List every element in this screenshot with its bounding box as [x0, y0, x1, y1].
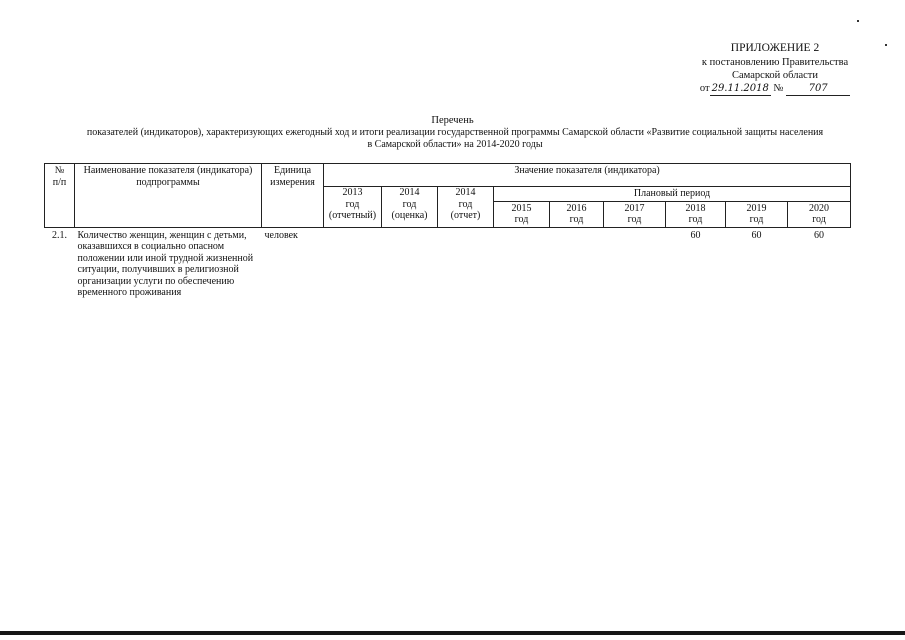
header-unit: Единица измерения: [262, 164, 324, 228]
handwritten-date: 29.11.2018: [711, 83, 769, 94]
appendix-line-2: Самарской области: [732, 70, 818, 81]
year-label: год (оценка): [391, 198, 428, 221]
year-label: год: [812, 214, 826, 225]
row-value-2015: [494, 227, 550, 299]
year-label: год: [749, 214, 764, 225]
row-indicator-name: Количество женщин, женщин с детьми, оказавшихся в социально опасном положении или иной трудной жизненной ситуации, получивших в религиозной организации услуги по обеспечению временного проживания: [77, 229, 254, 298]
header-year-2013: [324, 187, 382, 228]
header-row-1: [45, 164, 851, 187]
list-title: Перечень: [431, 115, 474, 126]
header-year-2018: [666, 201, 726, 227]
year-number: 2018: [685, 202, 706, 214]
list-subtitle-line-2: в Самарской области» на 2014-2020 годы: [367, 139, 543, 150]
row-value-2020: 60: [814, 229, 825, 241]
row-value-2017: [604, 227, 666, 299]
year-label: год: [569, 214, 584, 225]
year-number: 2019: [746, 202, 767, 214]
row-value-2014-report: [438, 227, 494, 299]
header-value-group: Значение показателя (индикатора): [324, 164, 851, 187]
header-year-2020: [788, 201, 851, 227]
year-number: 2017: [624, 202, 645, 214]
header-year-2017: [604, 201, 666, 227]
year-label: год: [627, 214, 642, 225]
year-label: год: [514, 214, 529, 225]
list-subtitle: [40, 127, 870, 151]
header-name: Наименование показателя (индикатора) подпрограммы: [75, 164, 262, 228]
year-label: год (отчет): [450, 198, 481, 221]
year-number: 2020: [809, 202, 830, 214]
year-number: 2013: [342, 187, 363, 198]
appendix-line-1: к постановлению Правительства: [701, 57, 849, 68]
date-prefix: от: [699, 83, 710, 94]
row-unit: человек: [264, 229, 298, 241]
year-number: 2015: [511, 202, 532, 214]
header-num: № п/п: [45, 164, 75, 228]
year-number: 2014: [455, 187, 476, 198]
page-bottom-border: [0, 631, 905, 635]
appendix-title: ПРИЛОЖЕНИЕ 2: [730, 42, 820, 54]
header-year-2019: [726, 201, 788, 227]
year-number: 2014: [399, 187, 420, 198]
row-value-2016: [550, 227, 604, 299]
header-planned-period: Плановый период: [494, 187, 851, 202]
row-value-2013: [324, 227, 382, 299]
indicators-table: [44, 163, 851, 299]
handwritten-number: 707: [786, 82, 850, 96]
row-value-2018: 60: [690, 229, 701, 241]
appendix-header: [660, 41, 890, 96]
number-label: №: [773, 83, 784, 94]
year-label: год: [688, 214, 703, 225]
scan-speck: [857, 20, 859, 22]
row-num: 2.1.: [52, 229, 67, 241]
row-value-2014-estimate: [382, 227, 438, 299]
appendix-date-line: [700, 82, 850, 96]
year-label: год (отчетный): [328, 198, 377, 221]
header-year-2015: [494, 201, 550, 227]
table-row: [45, 227, 851, 299]
header-year-2016: [550, 201, 604, 227]
header-year-2014-report: [438, 187, 494, 228]
list-subtitle-line-1: показателей (индикаторов), характеризующих ежегодный ход и итоги реализации государственной программы Самарской области «Развитие социальной защиты населения: [86, 127, 824, 138]
row-value-2019: 60: [751, 229, 762, 241]
year-number: 2016: [566, 202, 587, 214]
header-year-2014-estimate: [382, 187, 438, 228]
